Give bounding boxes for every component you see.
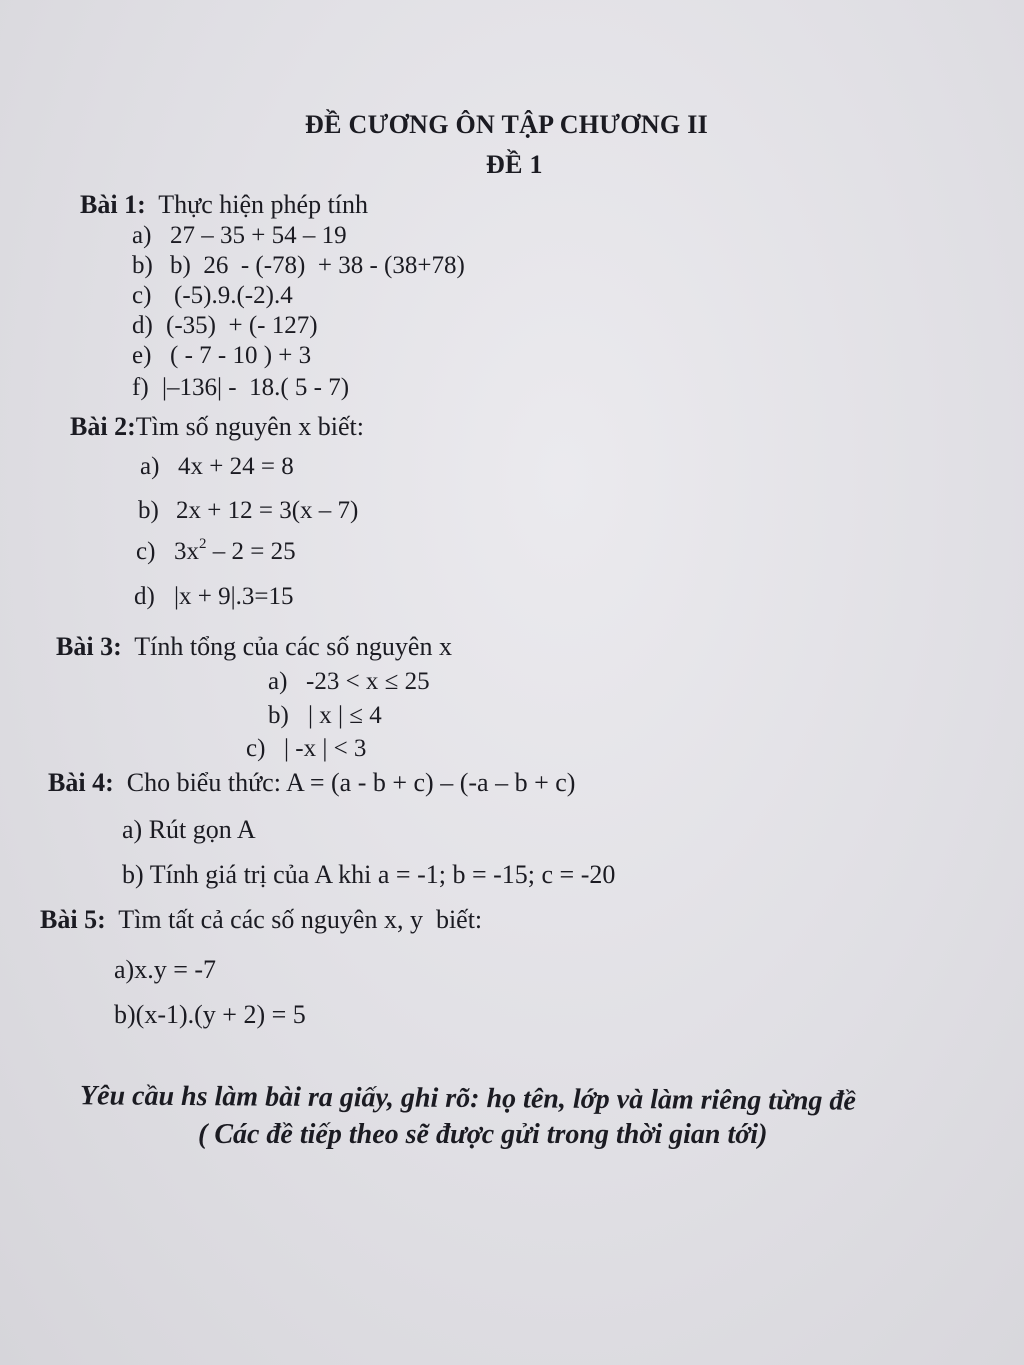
- item-expression: 4x + 24 = 8: [178, 453, 294, 480]
- exercise-1-item: [132, 252, 465, 280]
- item-expression: 27 – 35 + 54 – 19: [170, 222, 347, 249]
- item-label: b): [268, 702, 289, 729]
- item-label: a): [268, 668, 288, 695]
- document-subtitle: ĐỀ 1: [486, 150, 543, 179]
- item-label: a): [140, 453, 160, 480]
- exercise-3-item: [246, 735, 366, 763]
- item-label: e): [132, 342, 152, 369]
- exercise-3-item: [268, 702, 382, 730]
- exercise-1-item: [132, 342, 311, 370]
- exercise-5-heading: [40, 905, 482, 935]
- exercise-2-item: [138, 497, 358, 525]
- exercise-2-heading: [70, 412, 364, 442]
- exercise-1-text: Thực hiện phép tính: [158, 190, 369, 219]
- exercise-3-text: Tính tổng của các số nguyên x: [134, 632, 452, 661]
- exponent: 2: [199, 536, 207, 552]
- exercise-2-text: Tìm số nguyên x biết:: [135, 412, 364, 441]
- exercise-3-heading: [56, 632, 452, 662]
- item-expression: 2x + 12 = 3(x – 7): [176, 497, 359, 524]
- item-expression: 3x: [174, 538, 199, 565]
- exercise-2-item: [134, 583, 293, 611]
- instruction-note: Yêu cầu hs làm bài ra giấy, ghi rõ: họ tên, lớp và làm riêng từng đề: [79, 1080, 857, 1117]
- exercise-1-item: [132, 282, 293, 310]
- item-label: a): [114, 955, 135, 984]
- exercise-1-item: [132, 312, 318, 340]
- exercise-4-heading: [48, 768, 575, 798]
- item-expression: (-35) + (- 127): [166, 312, 318, 339]
- item-label: b): [132, 252, 153, 279]
- item-expression: x.y = -7: [134, 955, 217, 984]
- item-expression: | -x | < 3: [284, 735, 367, 762]
- exercise-4-text: Cho biểu thức: A = (a - b + c) – (-a – b + c): [126, 768, 576, 797]
- exercise-3-label: Bài 3:: [56, 632, 122, 661]
- item-label: b): [114, 1000, 136, 1029]
- item-label: d): [134, 583, 155, 610]
- item-label: c): [132, 282, 152, 309]
- instruction-note-sub: ( Các đề tiếp theo sẽ được gửi trong thời gian tới): [198, 1119, 768, 1150]
- item-label: a): [122, 815, 143, 844]
- item-label: c): [136, 538, 156, 565]
- item-label: b): [138, 497, 159, 524]
- item-label: a): [132, 222, 152, 249]
- item-label: b): [122, 860, 144, 889]
- exercise-1-item: [132, 374, 349, 402]
- item-expression: |–136| - 18.( 5 - 7): [162, 374, 350, 401]
- item-label: c): [246, 735, 266, 762]
- exercise-2-label: Bài 2:: [70, 412, 136, 441]
- item-expression: -23 < x ≤ 25: [306, 668, 430, 695]
- item-expression: | x | ≤ 4: [308, 702, 382, 729]
- exercise-1-label: Bài 1:: [80, 190, 146, 219]
- exercise-3-item: [268, 668, 430, 696]
- exercise-1-item: [132, 222, 347, 250]
- item-expression: b) 26 - (-78) + 38 - (38+78): [170, 252, 465, 279]
- item-expression: |x + 9|.3=15: [174, 583, 294, 610]
- item-label: d): [132, 312, 153, 339]
- document-title: ĐỀ CƯƠNG ÔN TẬP CHƯƠNG II: [305, 110, 709, 139]
- exercise-4-label: Bài 4:: [48, 768, 114, 797]
- item-expression: (-5).9.(-2).4: [174, 282, 293, 309]
- item-label: f): [132, 374, 149, 401]
- exercise-5-item: [114, 955, 216, 985]
- exercise-5-text: Tìm tất cả các số nguyên x, y biết:: [118, 905, 483, 934]
- exercise-4-item: [122, 860, 615, 890]
- exercise-5-item: [114, 1000, 306, 1030]
- item-expression: – 2 = 25: [206, 538, 296, 565]
- exercise-2-item: [140, 453, 294, 481]
- exercise-1-heading: [80, 190, 368, 220]
- exercise-2-item: [136, 538, 296, 566]
- exercise-4-item: [122, 815, 256, 845]
- item-expression: ( - 7 - 10 ) + 3: [170, 342, 312, 369]
- item-expression: Rút gọn A: [148, 815, 256, 844]
- exercise-5-label: Bài 5:: [40, 905, 106, 934]
- item-expression: Tính giá trị của A khi a = -1; b = -15; c = -20: [149, 860, 616, 889]
- item-expression: (x-1).(y + 2) = 5: [135, 1000, 306, 1029]
